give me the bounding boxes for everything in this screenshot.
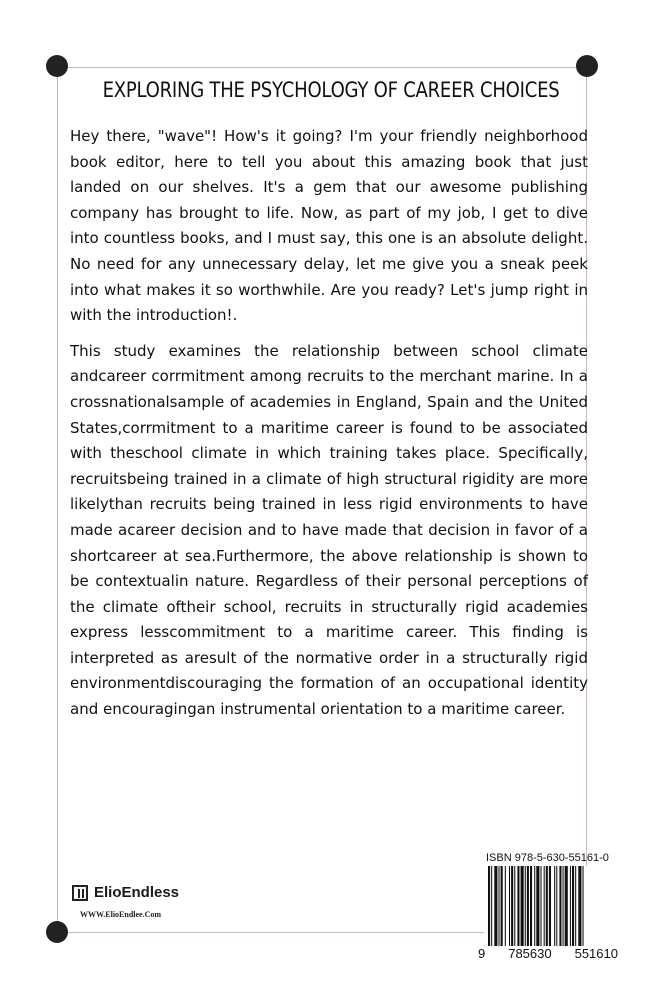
isbn-digits [478, 946, 618, 961]
publisher-website: WWW.ElioEndlee.Com [80, 910, 162, 919]
corner-dot-top-right [576, 55, 598, 77]
isbn-digit-first: 9 [478, 946, 486, 961]
publisher-name: ElioEndless [94, 884, 180, 901]
publisher-logo-icon [72, 885, 88, 901]
back-cover-text [70, 124, 588, 733]
intro-paragraph: Hey there, "wave"! How's it going? I'm your friendly neighborhood book editor, here to tell you about this amazing book that just landed on our shelves. It's a gem that our awesome publishing company has brought to life. Now, as part of my job, I get to dive into countless books, and I must say, this one is an absolute delight. No need for any unnecessary delay, let me give you a sneak peek into what makes it so worthwhile. Are you ready? Let's jump right in with the introduction!. [70, 127, 588, 325]
corner-dot-bottom-left [46, 921, 68, 943]
isbn-digit-group-1: 785630 [508, 946, 552, 961]
publisher-logo [72, 884, 179, 901]
abstract-paragraph: This study examines the relationship between school climate andcareer corrmitment among recruits to the merchant marine. In a crossnationalsample of academies in England, Spain and the United States,corrmitment to a maritime career is found to be associated with theschool climate in which training takes place. Specifically, recruitsbeing trained in a climate of high structural rigidity are more likelythan recruits being trained in less rigid environments to have made acareer decision and to have made that decision in favor of a shortcareer at sea.Furthermore, the above relationship is shown to be contextualin nature. Regardless of their personal perceptions of the climate oftheir school, recruits in structurally rigid academies express lesscommitment to a maritime career. This finding is interpreted as aresult of the normative order in a structurally rigid environmentdiscouraging the formation of an occupational identity and encouragingan instrumental orientation to a maritime career. [70, 341, 588, 719]
corner-dot-top-left [46, 55, 68, 77]
barcode-bars [484, 866, 614, 946]
isbn-digit-group-2: 551610 [574, 946, 618, 961]
book-title: EXPLORING THE PSYCHOLOGY OF CAREER CHOICES [102, 78, 560, 102]
isbn-label: ISBN 978-5-630-55161-0 [486, 852, 609, 864]
